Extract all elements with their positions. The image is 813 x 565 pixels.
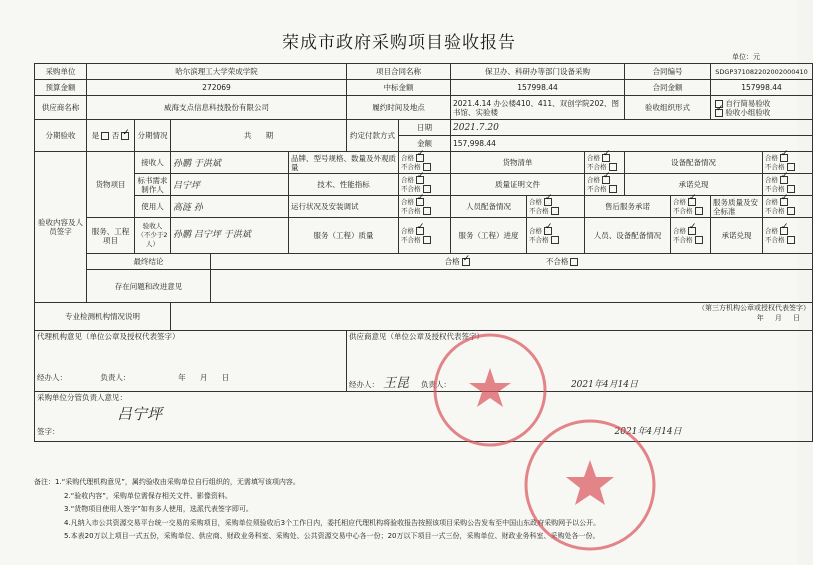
goods-item6: 承诺兑现	[625, 174, 763, 196]
contract-amount-label: 合同金额	[625, 80, 711, 96]
project-label: 项目合同名称	[347, 64, 451, 80]
pass-checkbox[interactable]	[544, 198, 552, 206]
fail-label: 不合格	[765, 162, 785, 171]
goods-receiver-sign: 孙鹏 于洪斌	[171, 152, 289, 174]
split-yes-checkbox[interactable]	[101, 132, 109, 140]
service-item4: 承诺兑现	[711, 218, 763, 254]
award-value: 157998.44	[451, 80, 625, 96]
supplier-opinion-cell	[347, 331, 813, 392]
issues-label: 存在问题和改进意见	[87, 270, 211, 303]
goods-item9-result	[671, 196, 711, 218]
pay-amount-value: 157,998.44	[451, 136, 813, 152]
std-label: 标书需求制作人	[135, 174, 171, 196]
supplier-value: 威海支点信息科技股份有限公司	[87, 96, 347, 120]
note-item: 备注：1.“采购代理机构意见”，属约验收由采购单位自行组织的，无需填写该项内容。	[34, 478, 300, 486]
award-label: 中标金额	[347, 80, 451, 96]
service-item3-result	[671, 218, 711, 254]
fail-label: 不合格	[529, 206, 549, 215]
fail-checkbox[interactable]	[695, 207, 703, 215]
fail-label: 不合格	[529, 235, 549, 244]
buyer-date: 2021年4月14日	[614, 427, 682, 437]
fail-checkbox[interactable]	[423, 236, 431, 244]
third-party-note: （第三方机构公章或授权代表签字）	[698, 304, 810, 312]
contract-no-label: 合同编号	[625, 64, 711, 80]
goods-item3: 设备配备情况	[625, 152, 763, 174]
final-result	[211, 254, 813, 270]
third-party-date	[173, 313, 810, 323]
pass-label: 合格	[765, 175, 778, 184]
goods-item4: 技术、性能指标	[289, 174, 399, 196]
fail-label: 不合格	[401, 162, 421, 171]
period-count	[171, 120, 347, 152]
pro-label: 专业检测机构情况说明	[35, 303, 171, 331]
fail-checkbox[interactable]	[551, 236, 559, 244]
pass-label: 合格	[765, 153, 778, 162]
supplier-sign: 王昆	[383, 376, 410, 391]
pass-label: 合格	[673, 226, 686, 235]
goods-item1: 品牌、型号规格、数量及外观质量	[289, 152, 399, 174]
final-pass-label: 合格	[444, 257, 460, 266]
pay-date-value: 2021.7.20	[451, 120, 813, 136]
date-label: 日期	[399, 120, 451, 136]
goods-item8: 人员配备情况	[451, 196, 527, 218]
split-options	[87, 120, 135, 152]
pass-checkbox[interactable]	[780, 154, 788, 162]
buyer-label: 采购单位	[35, 64, 87, 80]
group-accept-label: 验收小组验收	[725, 107, 771, 117]
budget-label: 预算金额	[35, 80, 87, 96]
principal-label: 负责人：	[100, 373, 131, 382]
pass-checkbox[interactable]	[688, 227, 696, 235]
fail-checkbox[interactable]	[551, 207, 559, 215]
fail-label: 不合格	[765, 235, 785, 244]
fail-label: 不合格	[587, 184, 607, 193]
issues-value	[211, 270, 813, 303]
pass-checkbox[interactable]	[602, 176, 610, 184]
goods-receiver-label: 接收人	[135, 152, 171, 174]
pass-label: 合格	[529, 197, 542, 206]
buyer-opinion-label: 采购单位分管负责人意见：	[37, 393, 127, 402]
pass-checkbox[interactable]	[780, 198, 788, 206]
pass-label: 合格	[401, 153, 414, 162]
fail-checkbox[interactable]	[609, 163, 617, 171]
service-item3: 人员、设备配备情况	[585, 218, 671, 254]
fail-checkbox[interactable]	[609, 185, 617, 193]
fail-checkbox[interactable]	[787, 163, 795, 171]
pass-label: 合格	[587, 175, 600, 184]
supplier-date: 2021年4月14日	[570, 380, 639, 390]
simple-accept-label: 自行简易验收	[725, 98, 771, 108]
final-pass-checkbox[interactable]	[462, 258, 470, 266]
goods-item10: 服务质量及安全标准	[711, 196, 763, 218]
fail-label: 不合格	[587, 162, 607, 171]
acceptance-form	[34, 63, 813, 442]
split-yes-label: 是	[91, 131, 100, 140]
service-item1-result	[399, 218, 451, 254]
user-label: 使用人	[135, 196, 171, 218]
supplier-opinion-label: 供应商意见（单位公章及授权代表签字）	[349, 332, 484, 341]
fail-label: 不合格	[401, 206, 421, 215]
pass-checkbox[interactable]	[688, 198, 696, 206]
month-label: 月	[774, 314, 782, 322]
buyer-seal	[520, 415, 660, 555]
agency-sign-line	[37, 372, 344, 383]
group-label: 验收内容及人员签字	[35, 152, 87, 303]
contract-no-value: SDGP371082202002000410	[711, 64, 813, 80]
service-section-label: 服务、工程项目	[87, 218, 135, 254]
pass-label: 合格	[673, 197, 686, 206]
final-label: 最终结论	[87, 254, 211, 270]
user-sign: 高涟 孙	[171, 196, 289, 218]
service-receiver-label: 验收人（不少于2人）	[135, 218, 171, 254]
principal-label: 负责人：	[420, 380, 451, 389]
buyer-sign: 吕宁坪	[117, 405, 163, 423]
agency-opinion-cell	[35, 331, 347, 392]
fail-checkbox[interactable]	[787, 236, 795, 244]
sign-label: 签字：	[37, 427, 60, 436]
pro-value	[171, 303, 813, 331]
project-value: 保卫办、科研办等部门设备采购	[451, 64, 625, 80]
pass-label: 合格	[587, 153, 600, 162]
service-item2: 服务（工程）进度	[451, 218, 527, 254]
pass-checkbox[interactable]	[416, 227, 424, 235]
pass-checkbox[interactable]	[780, 227, 788, 235]
pay-label: 约定付款方式	[347, 120, 399, 152]
service-item2-result	[527, 218, 585, 254]
fail-label: 不合格	[765, 206, 785, 215]
fail-label: 不合格	[673, 206, 693, 215]
pass-label: 合格	[401, 197, 414, 206]
fail-checkbox[interactable]	[695, 236, 703, 244]
goods-item7: 运行状况及安装调试	[289, 196, 399, 218]
handler-label: 经办人：	[37, 373, 67, 382]
contract-amount-value: 157998.44	[711, 80, 813, 96]
supplier-label: 供应商名称	[35, 96, 87, 120]
split-label: 分期验收	[35, 120, 87, 152]
std-sign: 吕宁坪	[171, 174, 289, 196]
goods-item5: 质量证明文件	[451, 174, 585, 196]
fail-checkbox[interactable]	[423, 207, 431, 215]
unit-label: 单位：元	[732, 53, 760, 61]
goods-item5-result	[585, 174, 625, 196]
final-fail-label: 不合格	[545, 257, 569, 266]
note-item: 2.“验收内容”，采购单位需保存相关文件、影像资料。	[64, 491, 232, 500]
goods-item2: 货物清单	[451, 152, 585, 174]
fail-label: 不合格	[401, 184, 421, 193]
pass-label: 合格	[401, 175, 414, 184]
goods-item10-result	[763, 196, 813, 218]
year-label: 年	[178, 373, 186, 382]
pass-checkbox[interactable]	[416, 154, 424, 162]
goods-item9: 售后服务承诺	[585, 196, 671, 218]
org-form-label: 验收组织形式	[625, 96, 711, 120]
note-item: 4.凡纳入市公共资源交易平台统一交易的采购项目，采购单位须验收后3个工作日内，委托相应代理机构将验收报告按照该项目采购公告发布至中国山东政府采购网予以公开。	[64, 518, 601, 527]
pass-checkbox[interactable]	[544, 227, 552, 235]
split-no-label: 否	[111, 131, 120, 140]
budget-value: 272069	[87, 80, 347, 96]
notes	[34, 476, 774, 544]
pass-label: 合格	[401, 226, 414, 235]
fail-label: 不合格	[673, 235, 693, 244]
fail-checkbox[interactable]	[423, 185, 431, 193]
buyer-value: 哈尔滨理工大学荣成学院	[87, 64, 347, 80]
group-accept-checkbox[interactable]	[715, 109, 723, 117]
final-fail-checkbox[interactable]	[570, 258, 578, 266]
goods-section-label: 货物项目	[87, 152, 135, 218]
day-label: 日	[793, 314, 800, 322]
fail-label: 不合格	[765, 184, 785, 193]
fail-checkbox[interactable]	[423, 163, 431, 171]
pass-label: 合格	[529, 226, 542, 235]
month-label: 月	[199, 373, 208, 382]
goods-item8-result	[527, 196, 585, 218]
goods-item7-result	[399, 196, 451, 218]
day-label: 日	[221, 373, 230, 382]
year-label: 年	[756, 314, 764, 322]
pass-label: 合格	[765, 197, 778, 206]
buyer-sign-line	[37, 424, 810, 437]
period-total-label: 共	[243, 131, 252, 140]
org-form-options	[711, 96, 813, 120]
pass-label: 合格	[765, 226, 778, 235]
supplier-sign-line	[349, 372, 810, 391]
service-item1: 服务（工程）质量	[289, 218, 399, 254]
split-no-checkbox[interactable]	[121, 132, 129, 140]
fail-checkbox[interactable]	[787, 185, 795, 193]
amount-label: 金额	[399, 136, 451, 152]
pass-checkbox[interactable]	[780, 176, 788, 184]
page-title: 荣成市政府采购项目验收报告	[282, 33, 516, 53]
note-item: 3.“货物项目使用人签字”如有多人使用，选派代表签字即可。	[64, 505, 253, 513]
pass-checkbox[interactable]	[602, 154, 610, 162]
time-place-value: 2021.4.14 办公楼410、411、双创学院202、图书馆、实验楼	[451, 96, 625, 120]
pass-checkbox[interactable]	[416, 198, 424, 206]
buyer-opinion-cell	[35, 392, 813, 442]
service-item4-result	[763, 218, 813, 254]
time-place-label: 履约时间及地点	[347, 96, 451, 120]
service-receiver-sign: 孙鹏 吕宁坪 于洪斌	[171, 218, 289, 254]
fail-label: 不合格	[401, 235, 421, 244]
note-item: 5.本表20万以上项目一式五份，采购单位、供应商、财政业务科室、采购处、公共资源交易中心各一份；20万以下项目一式三份，采购单位、财政业务科室、采购处各一份。	[64, 532, 600, 540]
handler-label: 经办人：	[349, 380, 379, 389]
agency-opinion-label: 代理机构意见（单位公章及授权代表签字）	[37, 332, 180, 341]
pass-checkbox[interactable]	[416, 176, 424, 184]
period-label: 分期情况	[135, 120, 171, 152]
period-unit-label: 期	[265, 131, 274, 140]
fail-checkbox[interactable]	[787, 207, 795, 215]
